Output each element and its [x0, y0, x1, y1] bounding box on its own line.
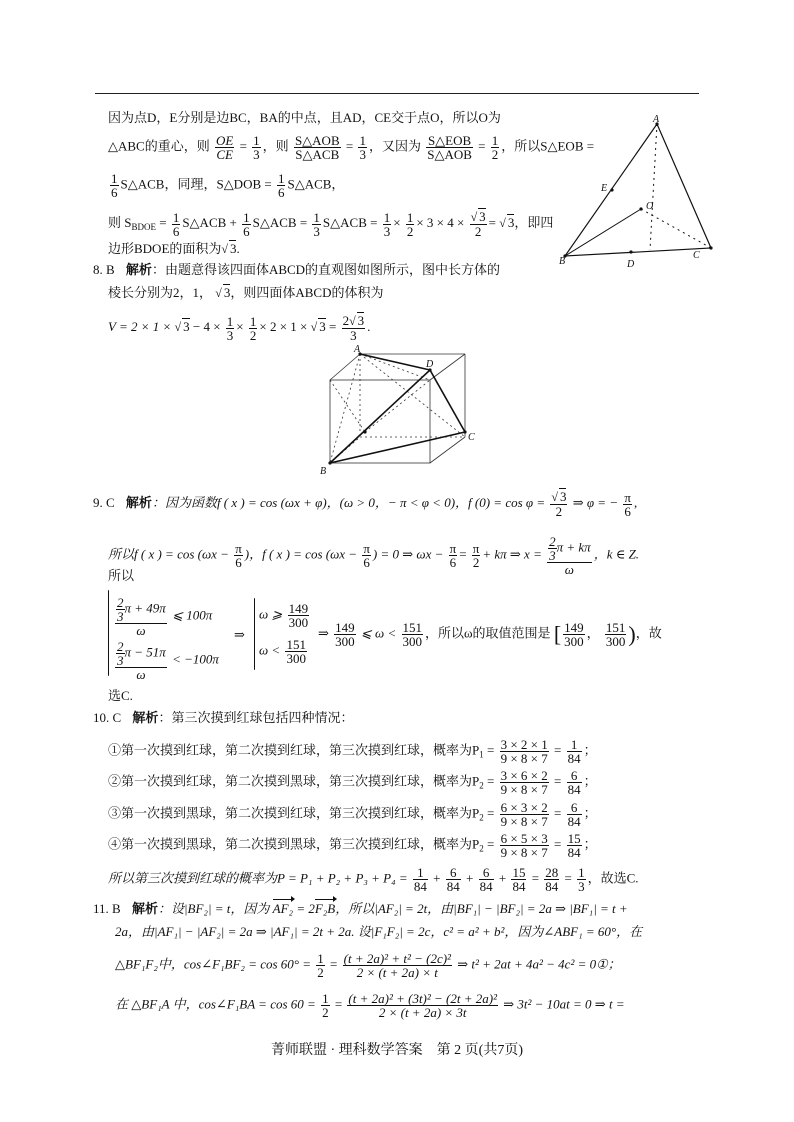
fig1-label-e: E [601, 183, 608, 194]
p10-case-4: ④第一次摸到黑球，第二次摸到黑球，第三次摸到红球，概率为$P_2$ = $\frac{6 \times 5 \times 3}{9 \times 8 \times 7}$ = $\frac{15}{84}$ ； [108, 831, 597, 860]
fig2-label-a: A [354, 344, 361, 355]
p9-arrow1: ⇒ [234, 627, 245, 642]
vector-f2b: F₂B [314, 901, 336, 916]
triangle-figure [555, 112, 715, 272]
frac-4e: $\frac{1}{2}$ [406, 209, 414, 239]
frac-2sqrt3-3: $\frac{2√ 3}{3}$ [342, 313, 365, 343]
p11-line1: 11. B 解析：设|BF₂| = t，因为 AF₂ = 2F₂B，所以|AF₂| = 2t，由|BF₁| − |BF₂| = 2a ⇒ |BF₁| = t + [93, 901, 628, 916]
frac-1-2: $\frac{1}{2}$ [491, 133, 499, 162]
p10-label: 解析 [132, 710, 159, 725]
p8-line3: V = 2 × 1 × √ 3 − 4 × $\frac{1}{3}$ × $\frac{1}{2}$ × 2 × 1 × √ 3 = $\frac{2√ 3}{3}$ . [108, 313, 371, 343]
frac-seob-saob: $\frac{\text{S△EOB}}{\text{S△AOB}}$ [427, 133, 472, 162]
fig1-label-b: B [559, 256, 566, 267]
p9-label: 解析 [125, 494, 152, 510]
p9-w-row1: ω ⩾ $\frac{149}{300}$ [259, 601, 309, 630]
cuboid-figure [318, 342, 483, 477]
p7-line2: △ABC的重心，则 $\frac{OE}{CE}$ = $\frac{1}{3}$ ，则 $\frac{\text{S△AOB}}{\text{S△ACB}}$ = $\frac{1}{3}$ ，又因为 $\frac{\text{S△EOB}}{\text{S△AOB}}$ = $\frac{1}{2}$ ，所以S△EOB = [108, 133, 595, 162]
p9-line5: 选C. [108, 688, 133, 703]
header-rule [95, 93, 699, 94]
p8-label: 解析 [125, 262, 152, 277]
p9-line3: 所以 [108, 568, 135, 583]
fig1-label-o: O [646, 201, 654, 212]
fig1-label-a: A [653, 114, 660, 125]
frac-4f: $\frac{√ 3}{2}$ [470, 209, 486, 239]
frac-1-6b: $\frac{1}{6}$ [277, 171, 285, 200]
p10-case-3: ③第一次摸到黑球，第二次摸到红球，第三次摸到红球，概率为$P_2$ = $\frac{6 \times 3 \times 2}{9 \times 8 \times 7}$ = $\frac{6}{84}$ ； [108, 800, 597, 829]
vector-af2: AF₂ [272, 901, 294, 916]
p10-sum: 所以第三次摸到红球的概率为P = P₁ + P₂ + P₃ + P₄ = $\frac{1}{84}$ + $\frac{6}{84}$ + $\frac{6}{84}$ + $\frac{15}{84}$ = $\frac{28}{84}$ = $\frac{1}{3}$ ，故选C. [108, 865, 639, 894]
p7-line4: 则 $S_{BDOE}$ = $\frac{1}{6}$ S△ACB + $\frac{1}{6}$ S△ACB = $\frac{1}{3}$ S△ACB = $\frac{1}{3}$ × $\frac{1}{2}$ × 3 × 4 × $\frac{√ 3}{2}$ = √ 3，即四 [108, 209, 554, 239]
p11-line3: △BF₁F₂中，cos∠F₁BF₂ = cos 60° = $\frac{1}{2}$ = $\frac{\text{(t + 2a)² + t² − (2c)²}}{2 \times (t + 2a) \times t}$ ⇒ t² + 2at + 4a² − 4c² = 0①； [115, 951, 621, 980]
frac-1-3b: $\frac{1}{3}$ [359, 133, 366, 162]
p9-line2: 所以f ( x ) = cos (ωx − $\frac{\pi}{6}$ )，f ( x ) = cos (ωx − $\frac{\pi}{6}$ ) = 0 ⇒ ωx − $\frac{\pi}{6}$ = $\frac{\pi}{2}$ + kπ ⇒ x = $\frac{2}{3}$ π + kπ ω ，k ∈ Z. [108, 534, 640, 577]
fig2-label-d: D [426, 359, 434, 370]
p7-line5: 边形BDOE的面积为√ 3. [108, 241, 240, 256]
p10-line1: 10. C 解析：第三次摸到红球包括四种情况： [93, 710, 354, 725]
p9-w-row2: ω < $\frac{151}{300}$ [259, 637, 306, 666]
page-footer: 菁师联盟 · 理科数学答案 第 2 页(共7页) [271, 1043, 523, 1058]
frac-4c: $\frac{1}{3}$ [313, 209, 320, 239]
p9-system-row2: $\frac{2}{3}$ π − 51π ω < −100π [117, 639, 219, 682]
p9-line1: 9. C 解析：因为函数f ( x ) = cos (ωx + φ)，(ω > 0，− π < φ < 0)，f (0) = cos φ = $\frac{√ 3}{2}$ ⇒ φ = − $\frac{\pi}{6}$ , [93, 489, 638, 519]
p8-line1: 8. B 解析：由题意得该四面体ABCD的直观图如图所示，图中长方体的 [93, 262, 501, 277]
fig1-label-d: D [627, 259, 635, 270]
frac-saob-sacb: $\frac{\text{S△AOB}}{\text{S△ACB}}$ [294, 133, 340, 162]
frac-oe-ce: $\frac{OE}{CE}$ [215, 133, 234, 162]
frac-4a: $\frac{1}{6}$ [172, 209, 180, 239]
p10-case-2: ②第一次摸到红球，第二次摸到黑球，第三次摸到红球，概率为$P_2$ = $\frac{3 \times 6 \times 2}{9 \times 8 \times 7}$ = $\frac{6}{84}$ ； [108, 768, 597, 797]
frac-4d: $\frac{1}{3}$ [383, 209, 391, 239]
frac-1-6: $\frac{1}{6}$ [111, 171, 118, 200]
p11-line2: 2a，由|AF₁| − |AF₂| = 2a ⇒ |AF₁| = 2t + 2a. 设|F₁F₂| = 2c，c² = a² + b²，因为∠ABF₁ = 60°，在 [115, 924, 643, 939]
p7-line3: $\frac{1}{6}$ S△ACB，同理，S△DOB = $\frac{1}{6}$ S△ACB， [111, 171, 345, 200]
p11-line4: 在 △BF₁A 中，cos∠F₁BA = cos 60 = $\frac{1}{2}$ = $\frac{\text{(t + 2a)² + (3t)² − (2t + 2a)²}}{2 \times (t + 2a) \times 3t}$ ⇒ 3t² − 10at = 0 ⇒ t = [115, 991, 625, 1020]
fig2-label-b: B [320, 466, 327, 477]
p9-system-row1: $\frac{2}{3}$ π + 49π ω ⩽ 100π [117, 595, 213, 638]
p10-case-1: ①第一次摸到红球，第二次摸到红球，第三次摸到红球，概率为$P_1$ = $\frac{3 \times 2 \times 1}{9 \times 8 \times 7}$ = $\frac{1}{84}$ ； [108, 737, 597, 766]
p9-system-right [254, 598, 255, 670]
frac-1-3: $\frac{1}{3}$ [253, 133, 260, 162]
frac-x-solution: $\frac{2}{3}$ π + kπ ω [549, 534, 591, 577]
fig1-label-c: C [693, 250, 700, 261]
p9-system-left [108, 590, 109, 676]
p8-line2: 棱长分别为2，1， √ 3，则四面体ABCD的体积为 [108, 285, 384, 300]
p11-label: 解析 [131, 901, 158, 916]
p9-result: ⇒ $\frac{149}{300}$ ⩽ ω < $\frac{151}{300}$ ，所以ω的取值范围是 [ $\frac{149}{300}$ ， $\frac{151}{300}$ )，故 [318, 620, 662, 649]
frac-4b: $\frac{1}{6}$ [243, 209, 250, 239]
p7-line1: 因为点D，E分别是边BC，BA的中点，且AD，CE交于点O，所以O为 [108, 110, 501, 125]
fig2-label-c: C [468, 432, 475, 443]
